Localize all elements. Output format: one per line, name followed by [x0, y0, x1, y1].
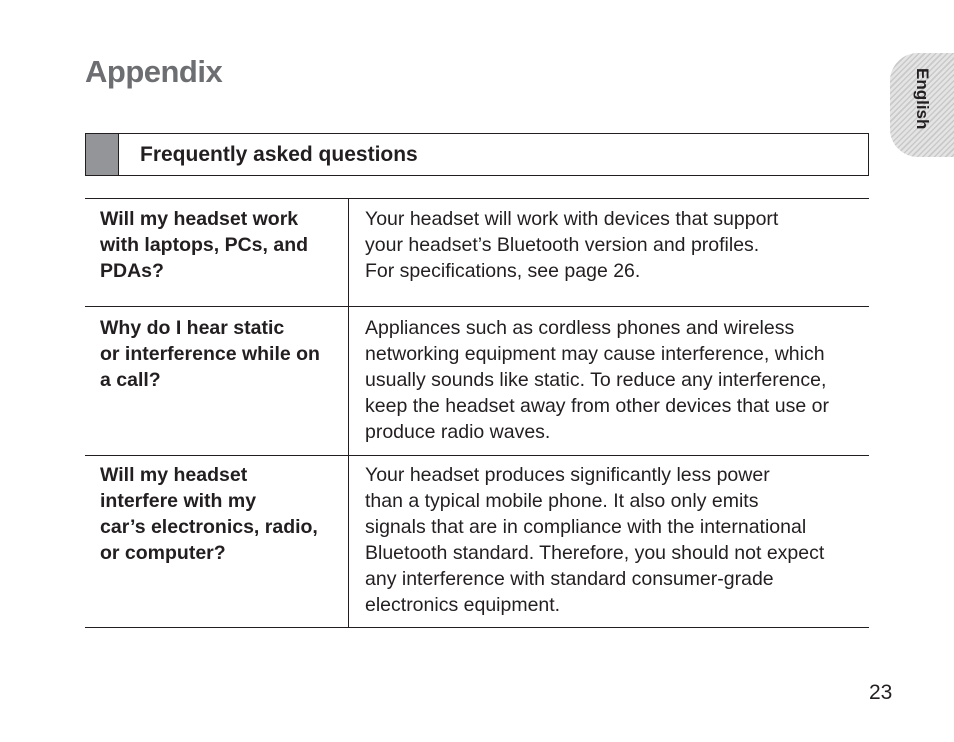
- question-line: car’s electronics, radio,: [100, 516, 318, 538]
- question-line: interfere with my: [100, 490, 257, 512]
- faq-answer: [349, 307, 870, 456]
- faq-row: [85, 199, 869, 307]
- faq-question: [85, 307, 349, 456]
- answer-line: than a typical mobile phone. It also only emits: [365, 490, 759, 512]
- faq-answer: [349, 199, 870, 307]
- question-line: Will my headset work: [100, 208, 299, 230]
- answer-line: keep the headset away from other devices that use or: [365, 395, 829, 417]
- answer-line: Appliances such as cordless phones and wireless: [365, 317, 795, 339]
- answer-line: Your headset produces significantly less power: [365, 464, 770, 486]
- question-line: a call?: [100, 369, 161, 391]
- answer-line: networking equipment may cause interference, which: [365, 343, 825, 365]
- question-line: or interference while on: [100, 343, 320, 365]
- answer-line: usually sounds like static. To reduce any interference,: [365, 369, 827, 391]
- question-line: Why do I hear static: [100, 317, 285, 339]
- section-header: [85, 133, 869, 176]
- faq-question: [85, 456, 349, 628]
- answer-line: electronics equipment.: [365, 594, 561, 616]
- question-line: Will my headset: [100, 464, 248, 486]
- question-line: PDAs?: [100, 260, 164, 282]
- question-line: or computer?: [100, 542, 226, 564]
- answer-line: any interference with standard consumer-grade: [365, 568, 774, 590]
- section-title: Frequently asked questions: [140, 143, 418, 166]
- section-marker: [86, 134, 119, 175]
- answer-line: produce radio waves.: [365, 421, 551, 443]
- faq-table: [85, 198, 869, 628]
- answer-line: For specifications, see page 26.: [365, 260, 641, 282]
- faq-question: [85, 199, 349, 307]
- language-tab-label: English: [913, 68, 932, 130]
- answer-line: your headset’s Bluetooth version and profiles.: [365, 234, 760, 256]
- question-line: with laptops, PCs, and: [100, 234, 309, 256]
- answer-line: Bluetooth standard. Therefore, you should not expect: [365, 542, 825, 564]
- faq-row: [85, 456, 869, 628]
- page-title: Appendix: [85, 54, 223, 89]
- answer-line: Your headset will work with devices that support: [365, 208, 779, 230]
- faq-answer: [349, 456, 870, 628]
- answer-line: signals that are in compliance with the international: [365, 516, 807, 538]
- faq-row: [85, 307, 869, 456]
- page-number: 23: [869, 681, 893, 704]
